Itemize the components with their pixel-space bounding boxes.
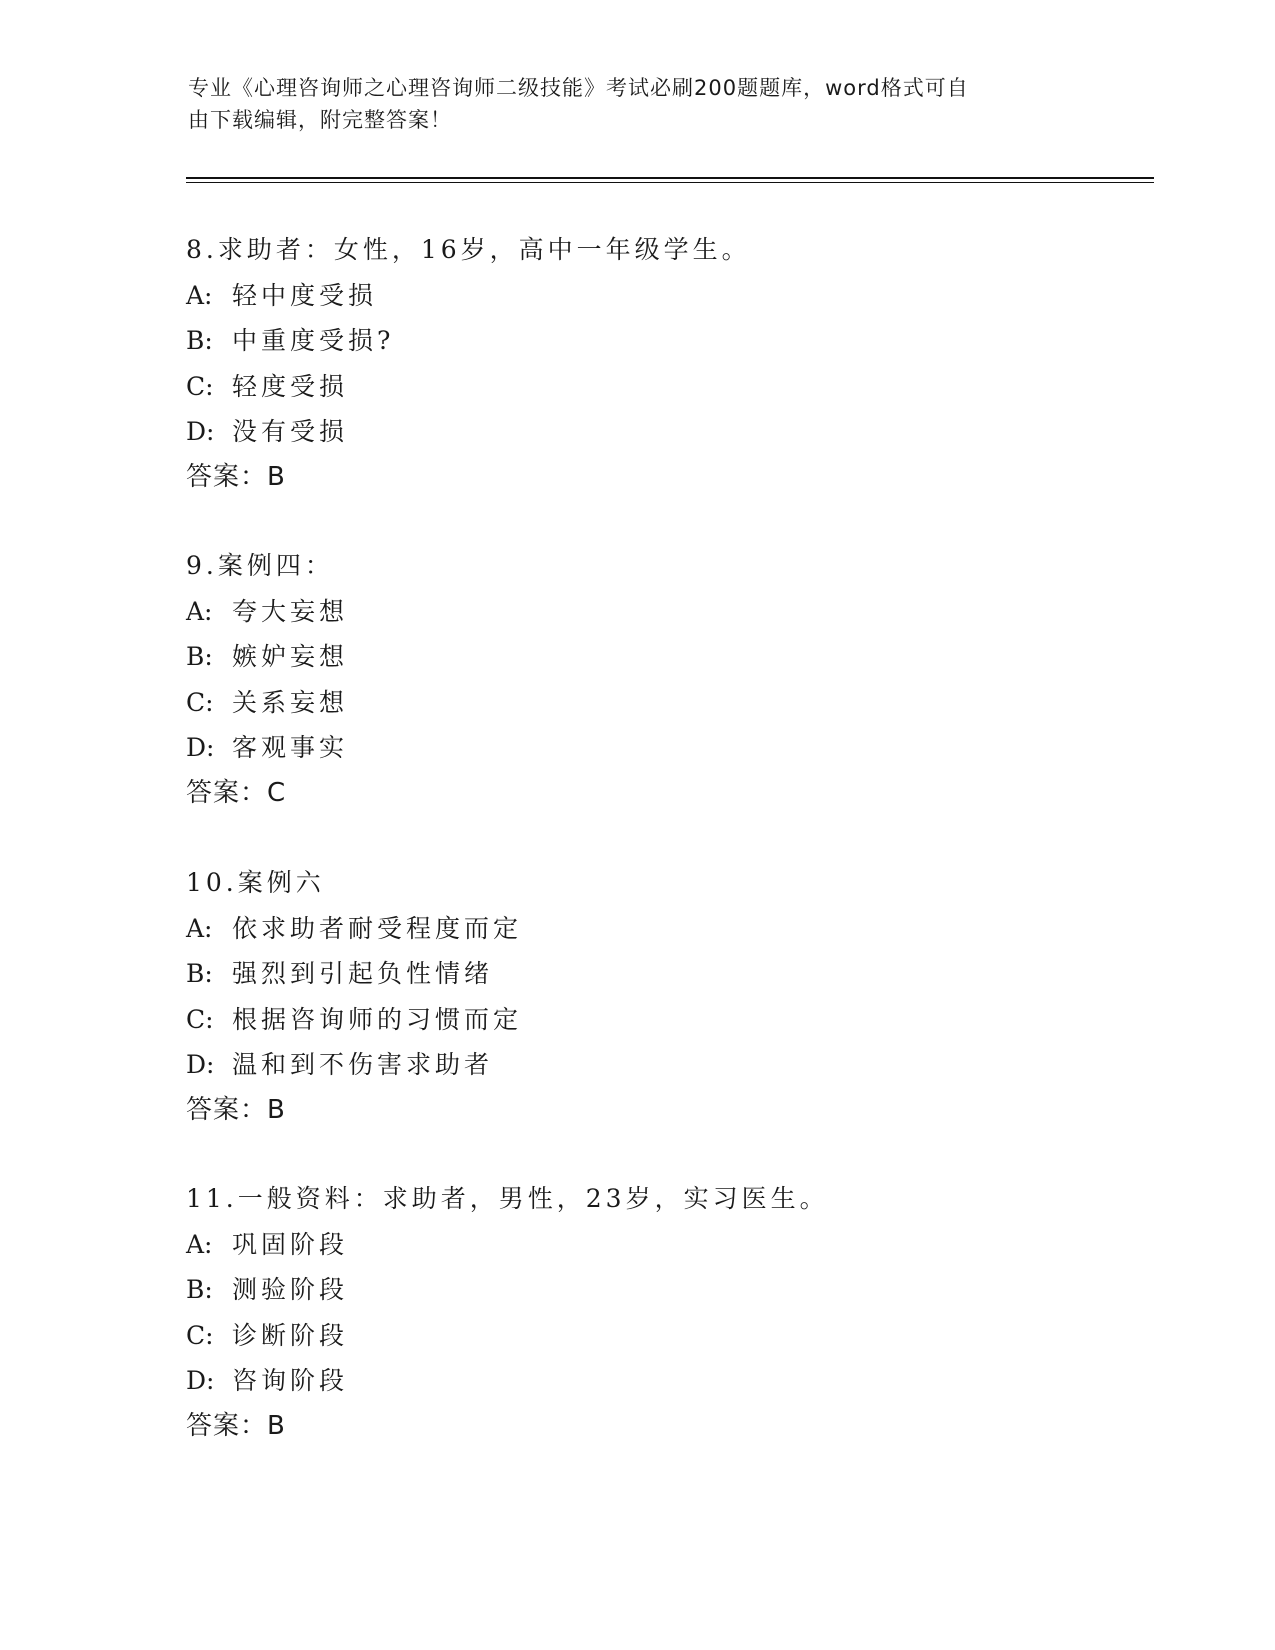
option-b [186, 634, 1136, 680]
option-text: 夸大妄想 [232, 596, 349, 626]
option-text: 强烈到引起负性情绪 [232, 959, 494, 988]
option-text: 关系妄想 [232, 687, 349, 717]
option-a [186, 589, 1136, 635]
option-letter: D: [186, 1050, 215, 1079]
option-letter: B: [186, 1275, 213, 1304]
option-letter: C: [186, 1004, 214, 1034]
option-d [186, 725, 1136, 771]
question-stem: 10.案例六 [186, 868, 325, 897]
answer-line: 答案：B [186, 1094, 286, 1125]
option-b [186, 951, 1136, 997]
answer-line: 答案：B [186, 1410, 286, 1441]
option-text: 嫉妒妄想 [232, 642, 349, 671]
option-letter: D: [186, 1366, 215, 1395]
option-text: 测验阶段 [232, 1275, 349, 1304]
option-text: 中重度受损? [232, 326, 395, 355]
option-letter: A: [186, 596, 213, 626]
answer-line: 答案：B [186, 461, 286, 492]
option-text: 轻中度受损 [232, 280, 378, 310]
option-d [186, 409, 1136, 455]
option-text: 没有受损 [232, 417, 349, 446]
option-text: 依求助者耐受程度而定 [232, 913, 523, 943]
option-c [186, 364, 1136, 410]
answer-line: 答案：C [186, 777, 287, 808]
option-text: 根据咨询师的习惯而定 [232, 1004, 523, 1034]
header-line-2: 由下载编辑，附完整答案！ [188, 108, 452, 132]
document-header [188, 72, 1068, 136]
option-letter: A: [186, 280, 213, 310]
header-divider-thick [186, 177, 1154, 179]
option-a [186, 1222, 1136, 1268]
option-c [186, 680, 1136, 726]
option-letter: A: [186, 1229, 213, 1259]
option-a [186, 906, 1136, 952]
option-letter: B: [186, 326, 213, 355]
option-d [186, 1358, 1136, 1404]
option-letter: D: [186, 733, 215, 762]
question-stem: 11.一般资料：求助者，男性，23岁，实习医生。 [186, 1184, 829, 1213]
option-a [186, 273, 1136, 319]
option-letter: B: [186, 642, 213, 671]
option-text: 咨询阶段 [232, 1366, 349, 1395]
option-letter: D: [186, 417, 215, 446]
question-11 [186, 1176, 1136, 1449]
option-text: 温和到不伤害求助者 [232, 1050, 494, 1079]
question-stem: 9.案例四： [186, 551, 334, 580]
header-line-1: 专业《心理咨询师之心理咨询师二级技能》考试必刷200题题库，word格式可自 [188, 76, 969, 100]
option-b [186, 318, 1136, 364]
option-b [186, 1267, 1136, 1313]
question-8 [186, 227, 1136, 500]
option-letter: B: [186, 959, 213, 988]
question-stem: 8.求助者：女性，16岁，高中一年级学生。 [186, 235, 751, 264]
option-c [186, 1313, 1136, 1359]
option-letter: A: [186, 913, 213, 943]
option-text: 巩固阶段 [232, 1229, 349, 1259]
option-text: 客观事实 [232, 733, 349, 762]
question-10 [186, 860, 1136, 1133]
option-c [186, 997, 1136, 1043]
option-d [186, 1042, 1136, 1088]
header-divider-thin [186, 182, 1154, 183]
option-text: 诊断阶段 [232, 1320, 349, 1350]
option-text: 轻度受损 [232, 371, 349, 401]
question-9 [186, 543, 1136, 816]
option-letter: C: [186, 687, 214, 717]
option-letter: C: [186, 371, 214, 401]
option-letter: C: [186, 1320, 214, 1350]
